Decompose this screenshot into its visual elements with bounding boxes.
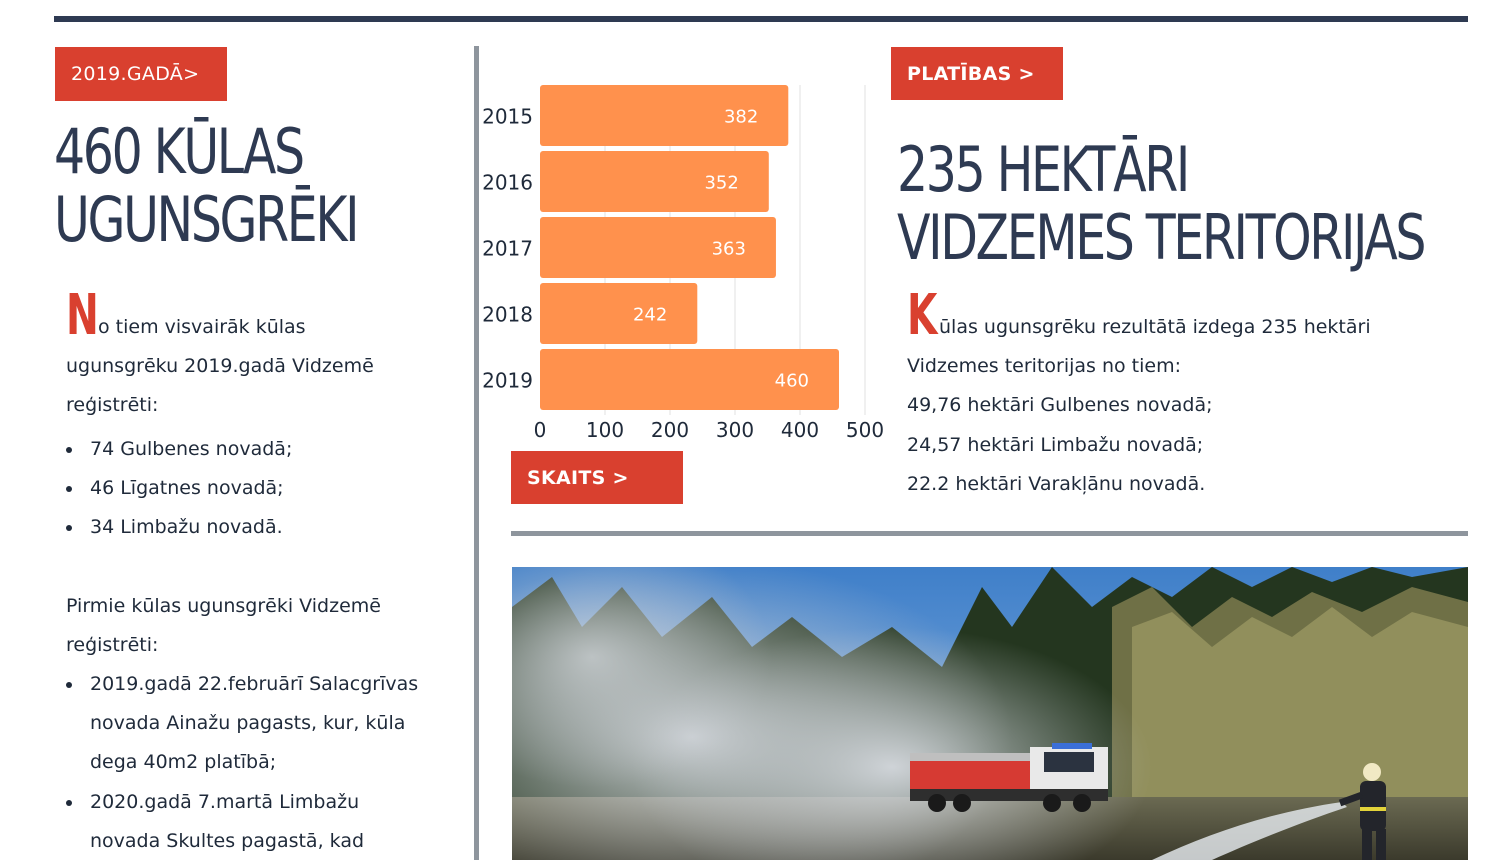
chart-tick-label: 200 — [650, 418, 690, 442]
chart-data-label: 363 — [711, 238, 746, 260]
list-item: 74 Gulbenes novadā; — [64, 430, 464, 469]
chart-category-label: 2017 — [482, 236, 533, 261]
count-tag: SKAITS > — [511, 451, 683, 504]
area-line-1 — [907, 283, 1477, 348]
left-headline — [54, 115, 358, 256]
intro-line-1-text: o tiem visvairāk kūlas — [98, 316, 306, 338]
chart-category-label: 2016 — [482, 170, 533, 195]
chart-data-label: 352 — [704, 172, 739, 194]
first-line-2: reģistrēti: — [66, 634, 159, 657]
area-text — [907, 283, 1477, 504]
chart-data-label: 242 — [632, 304, 668, 326]
chart-data-label: 460 — [774, 370, 809, 392]
year-tag: 2019.GADĀ> — [55, 47, 227, 101]
intro-line-3: reģistrēti: — [66, 394, 159, 417]
chart-tick-label: 400 — [780, 418, 820, 442]
area-line-3: 49,76 hektāri Gulbenes novadā; — [907, 394, 1213, 417]
section-divider — [511, 531, 1468, 536]
area-tag: PLATĪBAS > — [891, 47, 1063, 100]
fire-scene-image — [512, 567, 1468, 860]
top-rule — [54, 16, 1468, 22]
grass-fire-photo — [512, 567, 1468, 860]
area-line-5: 22.2 hektāri Varakļānu novadā. — [907, 472, 1206, 495]
chart-category-label: 2019 — [482, 368, 533, 393]
chart-bar — [540, 283, 697, 344]
list-item — [64, 783, 464, 860]
list-item-line: dega 40m2 platībā; — [90, 751, 277, 774]
right-dropcap: K — [907, 283, 938, 348]
left-headline-line-1: 460 KŪLAS — [54, 115, 303, 188]
chart-tick-label: 100 — [585, 418, 625, 442]
chart-tick-label: 300 — [715, 418, 755, 442]
list-item-line: 2019.gadā 22.februārī Salacgrīvas — [90, 673, 419, 695]
chart-tick-label: 500 — [845, 418, 885, 442]
list-item — [64, 665, 464, 783]
region-count-list — [64, 430, 464, 548]
intro-line-1 — [66, 283, 466, 348]
first-fires-list — [64, 665, 464, 860]
first-line-1: Pirmie kūlas ugunsgrēki Vidzemē — [66, 595, 381, 617]
list-item: 34 Limbažu novadā. — [64, 508, 464, 547]
chart-data-label: 382 — [723, 106, 759, 128]
list-item-line: novada Ainažu pagasts, kur, kūla — [90, 712, 406, 735]
fires-bar-chart — [480, 80, 900, 450]
chart-tick-label: 0 — [533, 418, 547, 442]
area-line-1-text: ūlas ugunsgrēku rezultātā izdega 235 hektāri — [939, 316, 1371, 338]
chart-category-label: 2018 — [482, 302, 533, 327]
right-headline — [897, 133, 1425, 274]
list-item-line: novada Skultes pagastā, kad — [90, 829, 365, 852]
column-divider — [474, 46, 479, 860]
left-dropcap: N — [66, 283, 99, 348]
chart-category-label: 2015 — [482, 104, 533, 129]
left-intro — [66, 283, 466, 426]
area-line-2: Vidzemes teritorijas no tiem: — [907, 355, 1182, 378]
right-headline-line-2: VIDZEMES TERITORIJAS — [897, 201, 1425, 274]
left-headline-line-2: UGUNSGRĒKI — [54, 183, 358, 256]
right-headline-line-1: 235 HEKTĀRI — [897, 133, 1188, 206]
area-line-4: 24,57 hektāri Limbažu novadā; — [907, 433, 1204, 456]
first-fires-intro — [66, 587, 466, 665]
list-item: 46 Līgatnes novadā; — [64, 469, 464, 508]
intro-line-2: ugunsgrēku 2019.gadā Vidzemē — [66, 355, 374, 378]
list-item-line: 2020.gadā 7.martā Limbažu — [90, 790, 360, 813]
